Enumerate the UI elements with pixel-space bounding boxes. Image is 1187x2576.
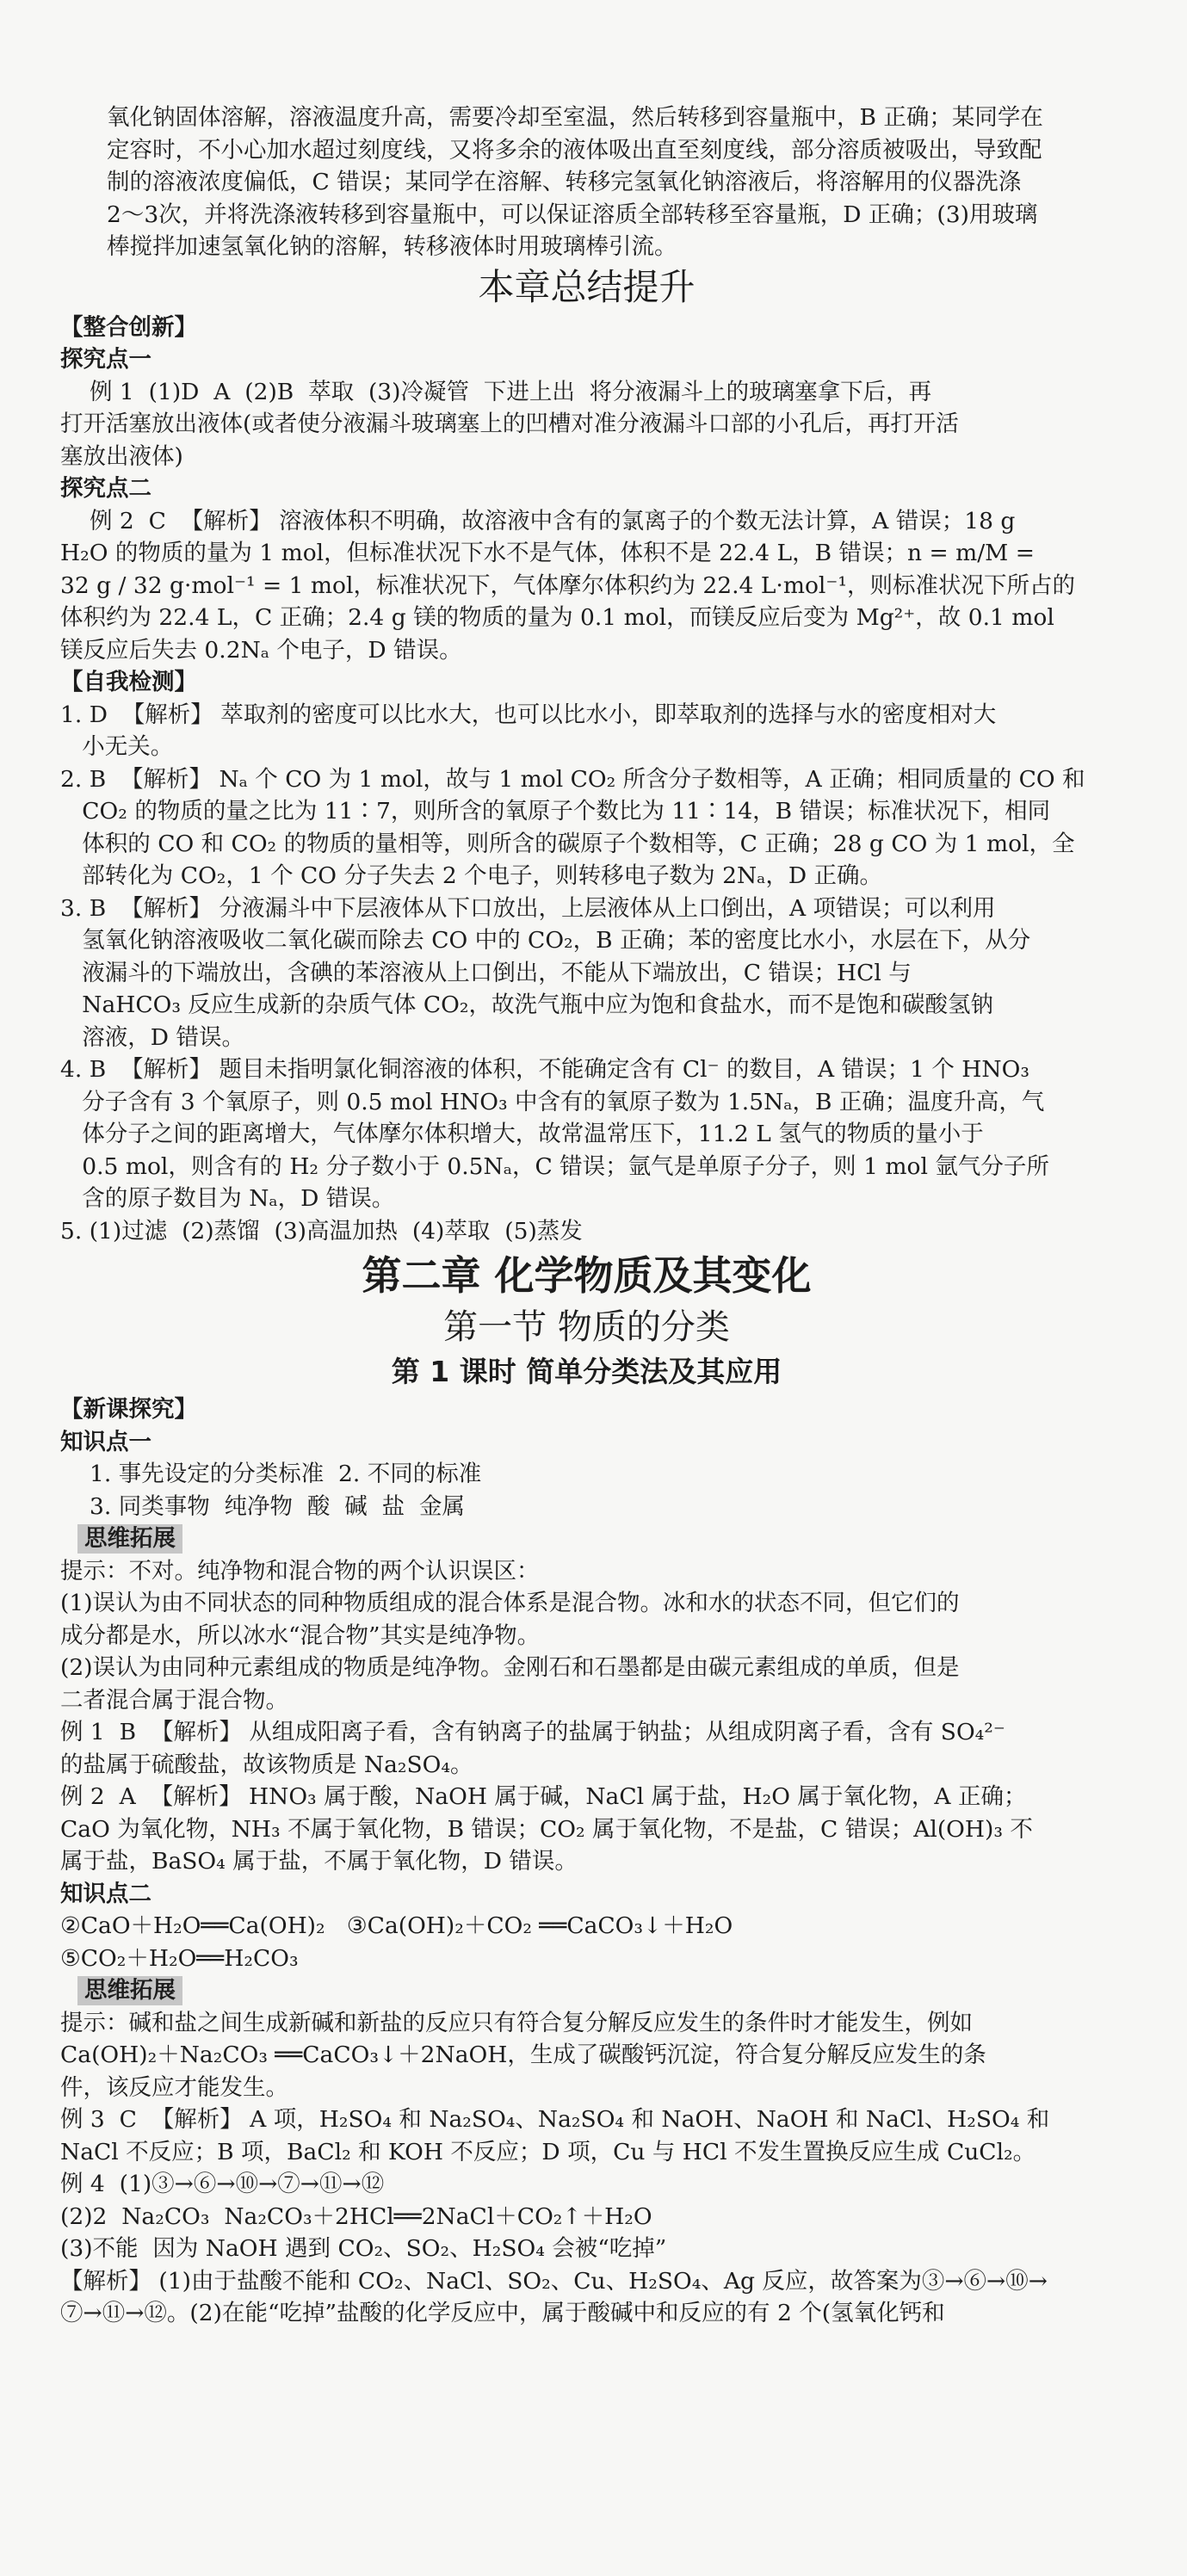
text-line: 制的溶液浓度偏低，C 错误；某同学在溶解、转移完氢氧化钠溶液后，将溶解用的仪器洗涤	[107, 169, 1022, 195]
text-line: 3. 同类事物 纯净物 酸 碱 盐 金属	[90, 1492, 465, 1520]
text-line: 打开活塞放出液体(或者使分液漏斗玻璃塞上的凹槽对准分液漏斗口部的小孔后，再打开活	[60, 411, 959, 437]
list-item: 分子含有 3 个氧原子，则 0.5 mol HNO₃ 中含有的氧原子数为 1.5Nₐ，B 正确；温度升高，气	[60, 1088, 1045, 1115]
text-line: (2)误认为由同种元素组成的物质是纯净物。金刚石和石墨都是由碳元素组成的单质，但是	[60, 1654, 960, 1681]
text-line: 定容时，不小心加水超过刻度线，又将多余的液体吸出直至刻度线，部分溶质被吸出，导致配	[107, 136, 1042, 164]
text-line: 例 4 (1)③→⑥→⑩→⑦→⑪→⑫	[60, 2171, 385, 2197]
list-item: 5. (1)过滤 (2)蒸馏 (3)高温加热 (4)萃取 (5)蒸发	[60, 1217, 583, 1245]
list-item: 2. B 【解析】 Nₐ 个 CO 为 1 mol，故与 1 mol CO₂ 所含分子数相等，A 正确；相同质量的 CO 和	[60, 765, 1085, 793]
tanjiu1-label: 探究点一	[60, 346, 151, 373]
list-item: 部转化为 CO₂，1 个 CO 分子失去 2 个电子，则转移电子数为 2Nₐ，D 正确。	[60, 862, 883, 889]
text-line: 的盐属于硫酸盐，故该物质是 Na₂SO₄。	[60, 1751, 473, 1778]
text-line: 提示：不对。纯净物和混合物的两个认识误区：	[60, 1557, 540, 1585]
text-line: 件，该反应才能发生。	[60, 2073, 288, 2101]
text-line: 体积约为 22.4 L，C 正确；2.4 g 镁的物质的量为 0.1 mol，而镁反应后变为 Mg²⁺，故 0.1 mol	[60, 604, 1054, 631]
lesson-title: 第 1 课时 简单分类法及其应用	[391, 1355, 782, 1388]
text-line: 提示：碱和盐之间生成新碱和新盐的反应只有符合复分解反应发生的条件时才能发生，例如	[60, 2009, 973, 2036]
xinke-heading: 【新课探究】	[60, 1396, 197, 1423]
text-line: 1. 事先设定的分类标准 2. 不同的标准	[90, 1461, 482, 1487]
list-item: 体分子之间的距离增大，气体摩尔体积增大，故常温常压下，11.2 L 氢气的物质的量小于	[60, 1121, 984, 1147]
text-line: NaCl 不反应；B 项，BaCl₂ 和 KOH 不反应；D 项，Cu 与 HCl 不发生置换反应生成 CuCl₂。	[60, 2138, 1036, 2165]
text-line: ⑦→⑪→⑫。(2)在能“吃掉”盐酸的化学反应中，属于酸碱中和反应的有 2 个(氢氧化钙和	[60, 2300, 945, 2326]
text-line: 例 2 A 【解析】 HNO₃ 属于酸，NaOH 属于碱，NaCl 属于盐，H₂O 属于氧化物，A 正确；	[60, 1783, 1027, 1810]
list-item: 1. D 【解析】 萃取剂的密度可以比水大，也可以比水小，即萃取剂的选择与水的密度相对大	[60, 701, 997, 728]
ziwo-heading: 【自我检测】	[60, 669, 197, 695]
text-line: 例 2 C 【解析】 溶液体积不明确，故溶液中含有的氯离子的个数无法计算，A 错误；18 g	[90, 507, 1016, 534]
zhenghe-heading: 【整合创新】	[60, 313, 197, 341]
list-item: 3. B 【解析】 分液漏斗中下层液体从下口放出，上层液体从上口倒出，A 项错误；可以利用	[60, 894, 996, 922]
chapter-title: 第二章 化学物质及其变化	[362, 1252, 812, 1299]
self-check-list	[60, 699, 1113, 1248]
text-line: 2～3次，并将洗涤液转移到容量瓶中，可以保证溶质全部转移至容量瓶，D 正确；(3)用玻璃	[107, 201, 1038, 228]
list-item: 体积的 CO 和 CO₂ 的物质的量相等，则所含的碳原子个数相等，C 正确；28 g CO 为 1 mol，全	[60, 830, 1075, 857]
equation-line: ⑤CO₂＋H₂O══H₂CO₃	[60, 1944, 299, 1972]
siwei-tag: 思维拓展	[77, 1524, 182, 1554]
text-line: 例 1 B 【解析】 从组成阳离子看，含有钠离子的盐属于钠盐；从组成阴离子看，含有 SO₄²⁻	[60, 1719, 1005, 1745]
intro-paragraph	[60, 102, 1113, 263]
text-line: CaO 为氧化物，NH₃ 不属于氧化物，B 错误；CO₂ 属于氧化物，不是盐，C 错误；Al(OH)₃ 不	[60, 1815, 1033, 1843]
siwei-tag: 思维拓展	[77, 1976, 182, 2005]
text-line: 属于盐，BaSO₄ 属于盐，不属于氧化物，D 错误。	[60, 1848, 578, 1875]
section-title: 第一节 物质的分类	[443, 1307, 730, 1347]
zhishi2-label: 知识点二	[60, 1880, 151, 1907]
text-line: (2)2 Na₂CO₃ Na₂CO₃＋2HCl══2NaCl＋CO₂↑＋H₂O	[60, 2202, 652, 2230]
text-line: 镁反应后失去 0.2Nₐ 个电子，D 错误。	[60, 636, 462, 664]
list-item: 0.5 mol，则含有的 H₂ 分子数小于 0.5Nₐ，C 错误；氩气是单原子分子，则 1 mol 氩气分子所	[60, 1152, 1049, 1180]
text-line: 32 g / 32 g·mol⁻¹ = 1 mol，标准状况下，气体摩尔体积约为 22.4 L·mol⁻¹，则标准状况下所占的	[60, 571, 1076, 599]
list-item: 小无关。	[60, 733, 174, 760]
text-line: 【解析】 (1)由于盐酸不能和 CO₂、NaCl、SO₂、Cu、H₂SO₄、Ag 反应，故答案为③→⑥→⑩→	[60, 2267, 1048, 2295]
list-item: 氢氧化钠溶液吸收二氧化碳而除去 CO 中的 CO₂，B 正确；苯的密度比水小，水层在下，从分	[60, 927, 1031, 954]
list-item: CO₂ 的物质的量之比为 11∶7，则所含的氧原子个数比为 11∶14，B 错误；标准状况下，相同	[60, 798, 1051, 825]
list-item: 4. B 【解析】 题目未指明氯化铜溶液的体积，不能确定含有 Cl⁻ 的数目，A 错误；1 个 HNO₃	[60, 1056, 1029, 1083]
text-line: Ca(OH)₂＋Na₂CO₃ ══CaCO₃↓＋2NaOH，生成了碳酸钙沉淀，符合复分解反应发生的条	[60, 2042, 986, 2068]
list-item: NaHCO₃ 反应生成新的杂质气体 CO₂，故洗气瓶中应为饱和食盐水，而不是饱和碳酸氢钠	[60, 991, 993, 1018]
text-line: (1)误认为由不同状态的同种物质组成的混合体系是混合物。冰和水的状态不同，但它们的	[60, 1590, 960, 1616]
text-line: 氧化钠固体溶解，溶液温度升高，需要冷却至室温，然后转移到容量瓶中，B 正确；某同学在	[107, 104, 1043, 131]
text-line: 棒搅拌加速氢氧化钠的溶解，转移液体时用玻璃棒引流。	[107, 233, 677, 260]
equation-line: ②CaO＋H₂O══Ca(OH)₂ ③Ca(OH)₂＋CO₂ ══CaCO₃↓＋H₂O	[60, 1912, 733, 1939]
text-line: (3)不能 因为 NaOH 遇到 CO₂、SO₂、H₂SO₄ 会被“吃掉”	[60, 2235, 667, 2262]
text-line: 二者混合属于混合物。	[60, 1686, 288, 1714]
text-line: 塞放出液体)	[60, 442, 183, 470]
summary-title: 本章总结提升	[478, 265, 696, 308]
list-item: 液漏斗的下端放出，含碘的苯溶液从上口倒出，不能从下端放出，C 错误；HCl 与	[60, 959, 912, 986]
zhishi1-label: 知识点一	[60, 1428, 151, 1455]
text-line: 例 3 C 【解析】 A 项，H₂SO₄ 和 Na₂SO₄、Na₂SO₄ 和 NaOH、NaOH 和 NaCl、H₂SO₄ 和	[60, 2106, 1050, 2133]
list-item: 含的原子数目为 Nₐ，D 错误。	[60, 1185, 395, 1212]
text-line: H₂O 的物质的量为 1 mol，但标准状况下水不是气体，体积不是 22.4 L，B 错误；n = m/M =	[60, 540, 1035, 566]
tanjiu2-label: 探究点二	[60, 475, 151, 502]
list-item: 溶液，D 错误。	[60, 1023, 244, 1051]
text-line: 成分都是水，所以冰水“混合物”其实是纯净物。	[60, 1622, 541, 1649]
text-line: 例 1 (1)D A (2)B 萃取 (3)冷凝管 下进上出 将分液漏斗上的玻璃塞拿下后，再	[90, 378, 932, 405]
